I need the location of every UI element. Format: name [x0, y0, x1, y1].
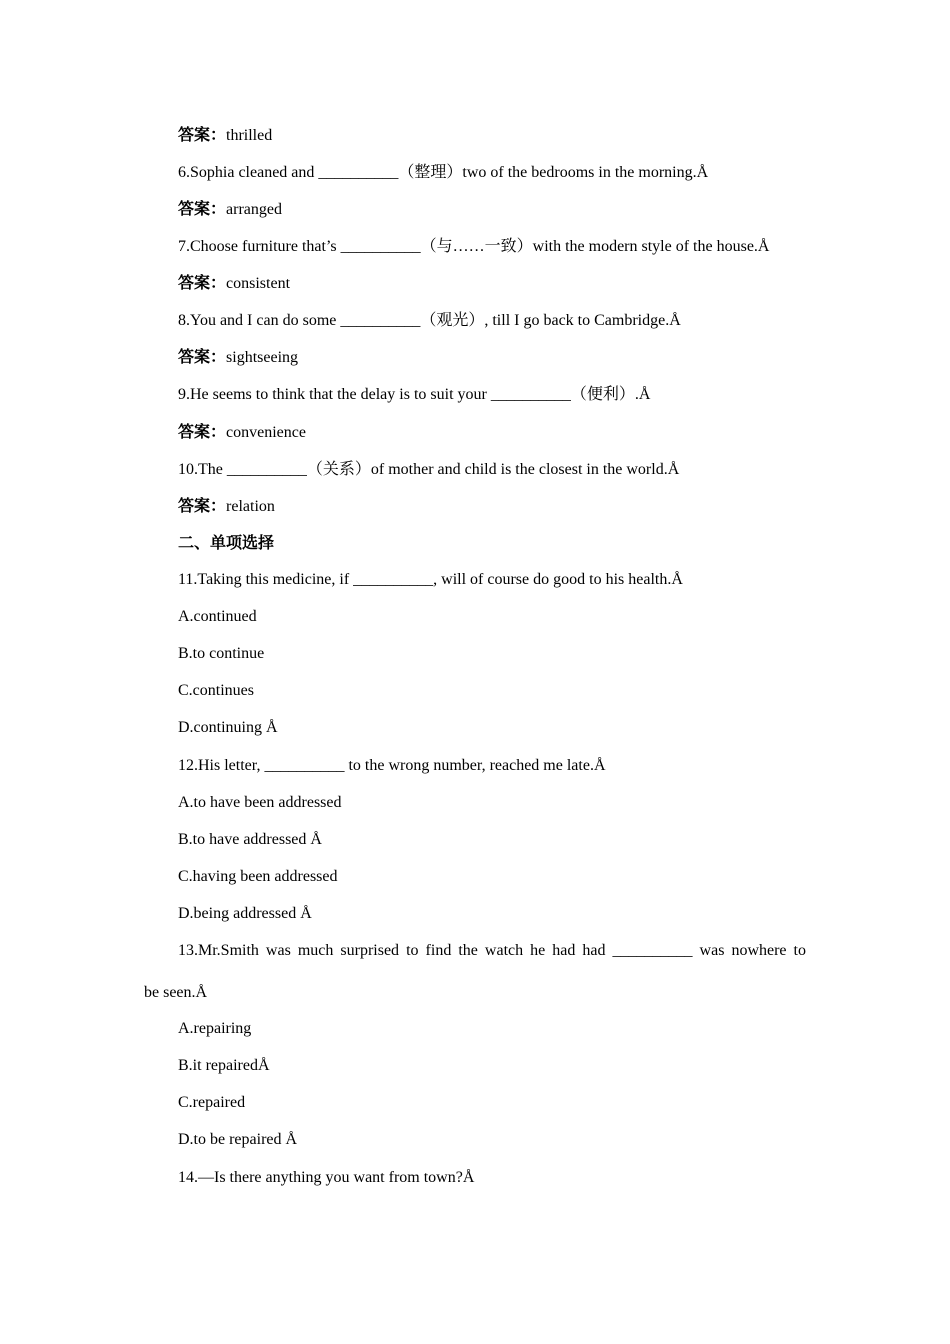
question-12: 12.His letter, __________ to the wrong number, reached me late.Å [178, 757, 606, 774]
question-13-line-2: be seen.Å [144, 984, 208, 1001]
answer-label: 答案： [178, 424, 227, 441]
answer-7 [178, 274, 290, 294]
question-7: 7.Choose furniture that’s __________（与……一致）with the modern style of the house.Å [178, 238, 770, 255]
option-a: A.continued [178, 608, 257, 625]
answer-label: 答案： [178, 127, 227, 144]
answer-9 [178, 423, 306, 443]
answer-label: 答案： [178, 201, 227, 218]
question-11: 11.Taking this medicine, if __________, will of course do good to his health.Å [178, 571, 683, 588]
section-heading: 二、单项选择 [178, 535, 275, 552]
answer-value: sightseeing [226, 349, 299, 366]
question-6: 6.Sophia cleaned and __________（整理）two of the bedrooms in the morning.Å [178, 164, 709, 181]
option-b: B.it repairedÅ [178, 1057, 270, 1074]
option-a: A.to have been addressed [178, 794, 342, 811]
option-b: B.to have addressed Å [178, 831, 322, 848]
answer-value: arranged [226, 201, 282, 218]
answer-label: 答案： [178, 349, 227, 366]
option-c: C.having been addressed [178, 868, 338, 885]
answer-value: relation [226, 498, 275, 515]
question-13-line-1: 13.Mr.Smith was much surprised to find the watch he had had __________ was nowhere to [178, 942, 806, 959]
answer-label: 答案： [178, 498, 227, 515]
question-9: 9.He seems to think that the delay is to suit your __________（便利）.Å [178, 386, 651, 403]
answer-value: convenience [226, 424, 306, 441]
option-b: B.to continue [178, 645, 265, 662]
answer-10 [178, 497, 275, 517]
option-d: D.to be repaired Å [178, 1131, 298, 1148]
answer-8 [178, 348, 298, 368]
option-c: C.continues [178, 682, 254, 699]
option-d: D.being addressed Å [178, 905, 312, 922]
answer-value: consistent [226, 275, 291, 292]
option-d: D.continuing Å [178, 719, 278, 736]
option-a: A.repairing [178, 1020, 252, 1037]
option-c: C.repaired [178, 1094, 246, 1111]
answer-label: 答案： [178, 275, 227, 292]
question-10: 10.The __________（关系）of mother and child is the closest in the world.Å [178, 461, 680, 478]
answer-6 [178, 200, 282, 220]
question-14: 14.—Is there anything you want from town?Å [178, 1169, 475, 1186]
answer-5 [178, 126, 272, 146]
question-8: 8.You and I can do some __________（观光）, till I go back to Cambridge.Å [178, 312, 681, 329]
answer-value: thrilled [226, 127, 273, 144]
